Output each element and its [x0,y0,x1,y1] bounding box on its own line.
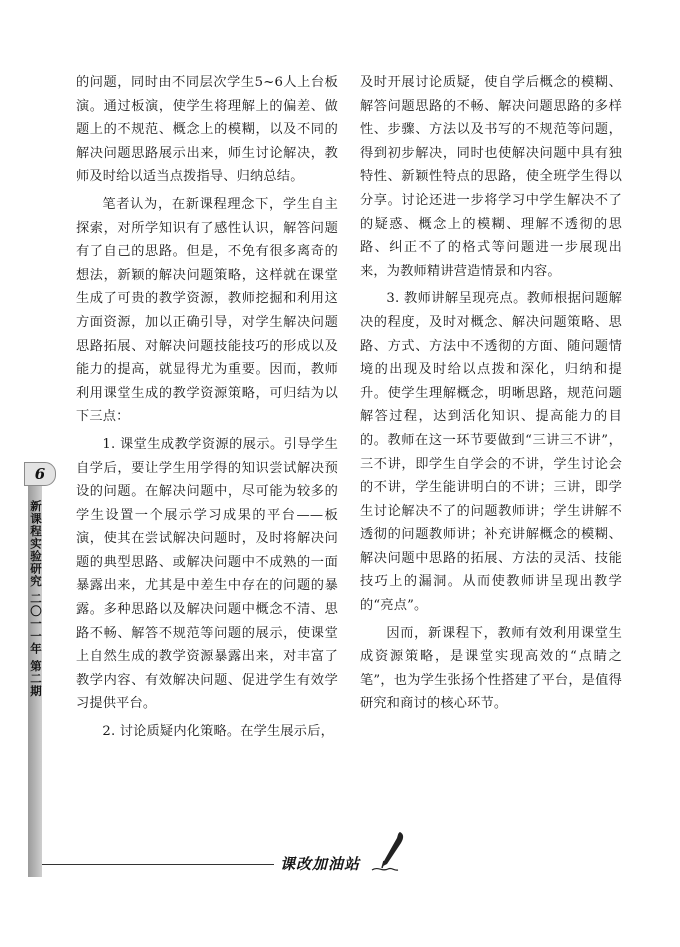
page-number: 6 [24,462,56,486]
journal-issue-vertical: 新课程实验研究 二〇一一年 第二期 [29,500,43,698]
footer-section-title: 课改加油站 [280,855,361,873]
paragraph: 笔者认为，在新课程理念下，学生自主探索，对所学知识有了感性认识，解答问题有了自己的思路。但是，不免有很多离奇的想法，新颖的解决问题策略，这样就在课堂生成了可贵的教学资源，教师挖掘和利用这方面资源，加以正确引导，对学生解决问题思路拓展、对解决问题技能技巧的形成以及能力的提高，就显得尤为重要。因而，教师利用课堂生成的教学资源策略，可归结为以下三点： [76,196,338,425]
paragraph: 3. 教师讲解呈现亮点。教师根据问题解决的程度，及时对概念、解决问题策略、思路、方式、方法中不透彻的方面、随问题情境的出现及时给以点拨和深化，归纳和提升。使学生理解概念，明晰思路，规范问题解答过程，达到活化知识、提高能力的目的。教师在这一环节要做到“三讲三不讲”，三不讲，即学生自学会的不讲，学生讨论会的不讲，学生能讲明白的不讲；三讲，即学生讨论解决不了的问题教师讲；学生讲解不透彻的问题教师讲；补充讲解概念的模糊、解决问题中思路的拓展、方法的灵活、技能技巧上的漏洞。从而使教师讲呈现出教学的“亮点”。 [360,291,622,614]
paragraph: 2. 讨论质疑内化策略。在学生展示后， [102,724,334,740]
footer-rule [42,864,274,865]
pen-icon [370,830,410,874]
paragraph: 因而，新课程下，教师有效利用课堂生成资源策略，是课堂实现高效的“点睛之笔”，也为学生张扬个性搭建了平台，是值得研究和商讨的核心环节。 [360,625,622,712]
paragraph: 的问题，同时由不同层次学生5~6人上台板演。通过板演，使学生将理解上的偏差、做题上的不规范、概念上的模糊，以及不同的解决问题思路展示出来，师生讨论解决，教师及时给以适当点拨指导、归纳总结。 [76,75,338,185]
paragraph: 1. 课堂生成教学资源的展示。引导学生自学后，要让学生用学得的知识尝试解决预设的问题。在解决问题中，尽可能为较多的学生设置一个展示学习成果的平台——板演，使其在尝试解决问题时，及时将解决问题的典型思路、或解决问题中不成熟的一面暴露出来，尤其是中差生中存在的问题的暴露。多种思路以及解决问题中概念不清、思路不畅、解答不规范等问题的展示，使课堂上自然生成的教学资源暴露出来，对丰富了教学内容、有效解决问题、促进学生有效学习提供平台。 [76,436,338,712]
right-column [360,71,622,720]
left-column [76,71,338,748]
paragraph: 及时开展讨论质疑，使自学后概念的模糊、解答问题思路的不畅、解决问题思路的多样性、步骤、方法以及书写的不规范等问题，得到初步解决，同时也使解决问题中具有独特性、新颖性特点的思路，使全班学生得以分享。讨论还进一步将学习中学生解决不了的疑惑、概念上的模糊、理解不透彻的思路、纠正不了的格式等问题进一步展现出来，为教师精讲营造情景和内容。 [360,75,622,279]
